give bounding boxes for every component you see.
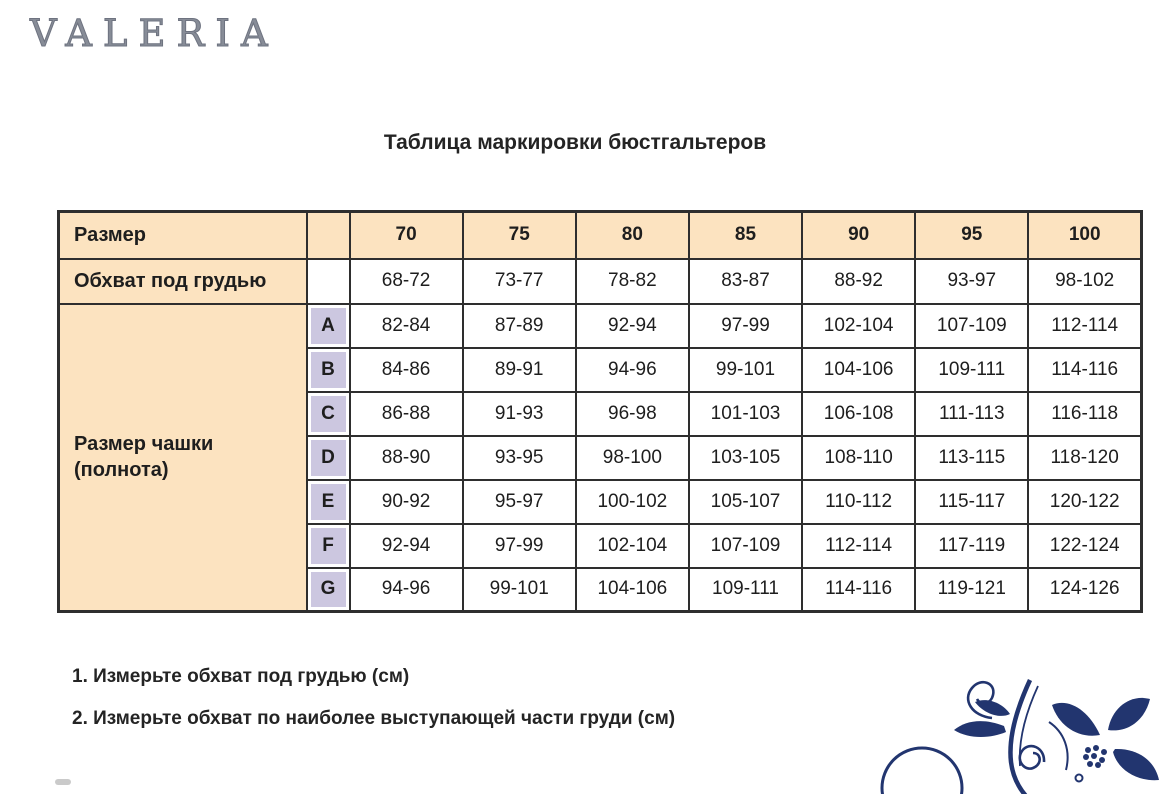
cup-range-cell: 94-96 bbox=[350, 568, 463, 612]
cup-range-cell: 110-112 bbox=[802, 480, 915, 524]
cup-range-cell: 117-119 bbox=[915, 524, 1028, 568]
cup-range-cell: 96-98 bbox=[576, 392, 689, 436]
table-row-underbust bbox=[59, 259, 1142, 304]
underbust-spacer-cell bbox=[307, 259, 350, 304]
underbust-range-cell: 98-102 bbox=[1028, 259, 1141, 304]
cup-range-cell: 102-104 bbox=[576, 524, 689, 568]
cup-range-cell: 108-110 bbox=[802, 436, 915, 480]
underbust-row-label: Обхват под грудью bbox=[59, 259, 307, 304]
cup-range-cell: 114-116 bbox=[802, 568, 915, 612]
cup-range-cell: 94-96 bbox=[576, 348, 689, 392]
size-header-cell: 85 bbox=[689, 212, 802, 259]
cup-range-cell: 105-107 bbox=[689, 480, 802, 524]
underbust-range-cell: 93-97 bbox=[915, 259, 1028, 304]
cup-range-cell: 86-88 bbox=[350, 392, 463, 436]
cup-range-cell: 107-109 bbox=[915, 304, 1028, 348]
size-header-cell: 70 bbox=[350, 212, 463, 259]
cup-range-cell: 116-118 bbox=[1028, 392, 1141, 436]
cup-range-cell: 124-126 bbox=[1028, 568, 1141, 612]
cup-range-cell: 102-104 bbox=[802, 304, 915, 348]
cup-range-cell: 119-121 bbox=[915, 568, 1028, 612]
cup-range-cell: 104-106 bbox=[802, 348, 915, 392]
size-row-spacer-cell bbox=[307, 212, 350, 259]
cup-range-cell: 91-93 bbox=[463, 392, 576, 436]
cup-section-label-text: Размер чашки (полнота) bbox=[74, 433, 214, 482]
cup-range-cell: 90-92 bbox=[350, 480, 463, 524]
cup-letter-cell: G bbox=[307, 568, 350, 612]
instruction-step-2: 2. Измерьте обхват по наиболее выступающей части груди (см) bbox=[72, 708, 676, 729]
cup-letter-cell: E bbox=[307, 480, 350, 524]
cup-section-label bbox=[59, 304, 307, 612]
table-row-size bbox=[59, 212, 1142, 259]
size-header-cell: 90 bbox=[802, 212, 915, 259]
cup-range-cell: 101-103 bbox=[689, 392, 802, 436]
cup-range-cell: 98-100 bbox=[576, 436, 689, 480]
size-header-cell: 95 bbox=[915, 212, 1028, 259]
bra-size-table bbox=[57, 210, 1143, 613]
cup-range-cell: 112-114 bbox=[802, 524, 915, 568]
cup-range-cell: 97-99 bbox=[689, 304, 802, 348]
cup-range-cell: 89-91 bbox=[463, 348, 576, 392]
cup-range-cell: 118-120 bbox=[1028, 436, 1141, 480]
cup-range-cell: 103-105 bbox=[689, 436, 802, 480]
cup-letter-cell: D bbox=[307, 436, 350, 480]
cup-range-cell: 95-97 bbox=[463, 480, 576, 524]
cup-range-cell: 109-111 bbox=[915, 348, 1028, 392]
cup-range-cell: 114-116 bbox=[1028, 348, 1141, 392]
cup-range-cell: 107-109 bbox=[689, 524, 802, 568]
cup-range-cell: 115-117 bbox=[915, 480, 1028, 524]
cup-letter-cell: A bbox=[307, 304, 350, 348]
underbust-range-cell: 88-92 bbox=[802, 259, 915, 304]
cup-range-cell: 100-102 bbox=[576, 480, 689, 524]
underbust-range-cell: 83-87 bbox=[689, 259, 802, 304]
cup-range-cell: 82-84 bbox=[350, 304, 463, 348]
floral-ornament-icon bbox=[872, 664, 1172, 794]
size-header-cell: 75 bbox=[463, 212, 576, 259]
cup-letter-cell: C bbox=[307, 392, 350, 436]
cup-range-cell: 113-115 bbox=[915, 436, 1028, 480]
underbust-range-cell: 78-82 bbox=[576, 259, 689, 304]
cup-range-cell: 92-94 bbox=[576, 304, 689, 348]
page-title: Таблица маркировки бюстгальтеров bbox=[383, 131, 767, 154]
cup-range-cell: 109-111 bbox=[689, 568, 802, 612]
cup-range-cell: 104-106 bbox=[576, 568, 689, 612]
cup-range-cell: 97-99 bbox=[463, 524, 576, 568]
cup-range-cell: 106-108 bbox=[802, 392, 915, 436]
cup-range-cell: 92-94 bbox=[350, 524, 463, 568]
table-row-cup-A bbox=[59, 304, 1142, 348]
cup-range-cell: 99-101 bbox=[689, 348, 802, 392]
underbust-range-cell: 68-72 bbox=[350, 259, 463, 304]
cup-range-cell: 120-122 bbox=[1028, 480, 1141, 524]
instruction-step-1: 1. Измерьте обхват под грудью (см) bbox=[72, 666, 410, 687]
cup-range-cell: 88-90 bbox=[350, 436, 463, 480]
cup-range-cell: 87-89 bbox=[463, 304, 576, 348]
cup-range-cell: 93-95 bbox=[463, 436, 576, 480]
cup-range-cell: 122-124 bbox=[1028, 524, 1141, 568]
cup-range-cell: 112-114 bbox=[1028, 304, 1141, 348]
cup-letter-cell: B bbox=[307, 348, 350, 392]
size-header-cell: 100 bbox=[1028, 212, 1141, 259]
brand-logo: VALERIA bbox=[30, 12, 279, 55]
size-header-cell: 80 bbox=[576, 212, 689, 259]
cup-range-cell: 99-101 bbox=[463, 568, 576, 612]
underbust-range-cell: 73-77 bbox=[463, 259, 576, 304]
cup-letter-cell: F bbox=[307, 524, 350, 568]
size-row-label: Размер bbox=[59, 212, 307, 259]
cup-range-cell: 111-113 bbox=[915, 392, 1028, 436]
cutoff-next-line-mark bbox=[55, 779, 71, 785]
cup-range-cell: 84-86 bbox=[350, 348, 463, 392]
